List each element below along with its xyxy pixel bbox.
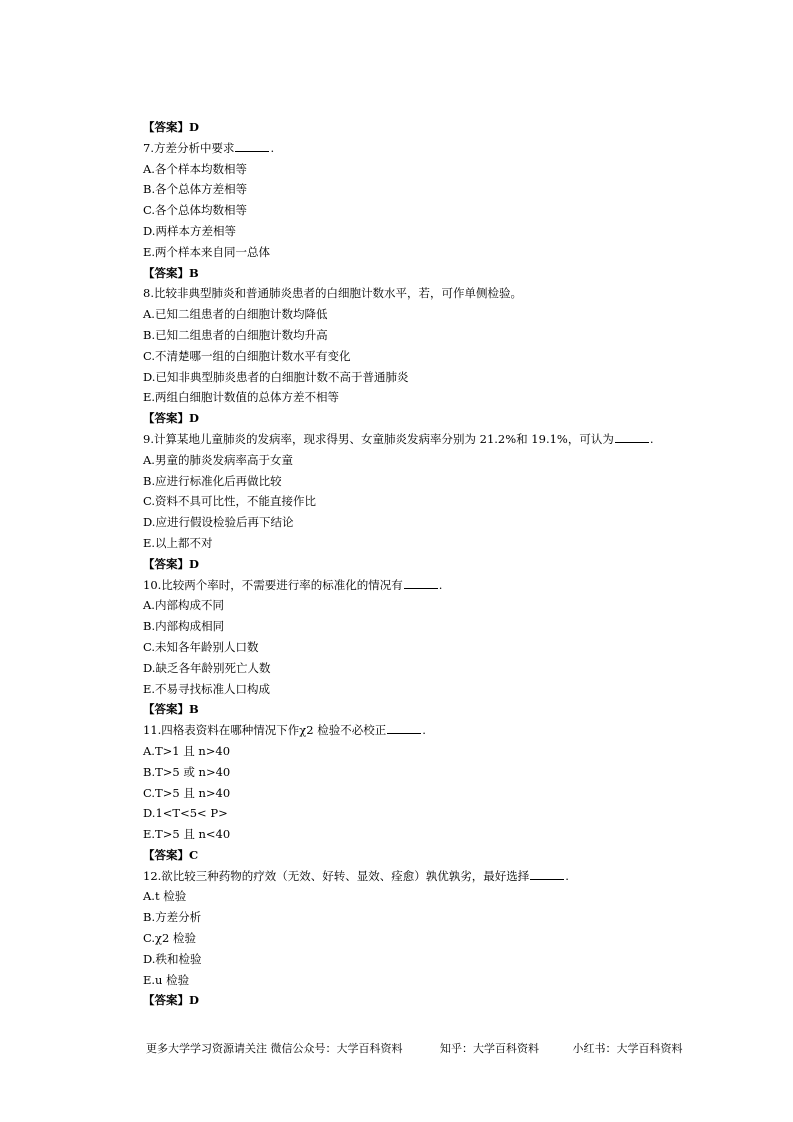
answer-line: [143, 699, 763, 720]
option-text: C.χ2 检验: [143, 931, 196, 946]
question-12: [143, 866, 763, 887]
option-text: E.u 检验: [143, 972, 190, 987]
option-line: [143, 242, 763, 263]
option-line: [143, 616, 763, 637]
option-line: [143, 803, 763, 824]
answer-line: [143, 554, 763, 575]
answer-line: [143, 845, 763, 866]
question-text: 11.四格表资料在哪种情况下作χ2 检验不必校正: [143, 723, 387, 738]
option-line: [143, 886, 763, 907]
option-line: [143, 450, 763, 471]
option-line: [143, 533, 763, 554]
option-line: [143, 200, 763, 221]
option-line: [143, 824, 763, 845]
question-text: 7.方差分析中要求: [143, 140, 235, 155]
page-footer: [146, 1040, 683, 1056]
answer-blank: [387, 721, 421, 734]
answer-text: 【答案】B: [143, 265, 199, 280]
option-text: D.缺乏各年龄别死亡人数: [143, 660, 271, 675]
answer-text: 【答案】B: [143, 702, 199, 717]
footer-wechat: 更多大学学习资源请关注 微信公众号：大学百科资料: [146, 1042, 403, 1055]
option-line: [143, 658, 763, 679]
option-line: [143, 221, 763, 242]
option-line: [143, 762, 763, 783]
option-text: E.两组白细胞计数值的总体方差不相等: [143, 390, 340, 405]
option-line: [143, 367, 763, 388]
option-text: A.t 检验: [143, 889, 187, 904]
option-text: E.T>5 且 n<40: [143, 827, 231, 842]
option-text: B.内部构成相同: [143, 619, 225, 634]
answer-line: [143, 263, 763, 284]
option-line: [143, 637, 763, 658]
option-text: D.1<T<5< P>: [143, 806, 228, 821]
option-text: C.各个总体均数相等: [143, 203, 248, 218]
option-text: C.不清楚哪一组的白细胞计数水平有变化: [143, 348, 351, 363]
option-text: C.未知各年龄别人口数: [143, 639, 259, 654]
answer-text: 【答案】D: [143, 120, 199, 134]
option-text: B.各个总体方差相等: [143, 182, 248, 197]
question-end: .: [270, 140, 275, 155]
question-text: 8.比较非典型肺炎和普通肺炎患者的白细胞计数水平，若，可作单侧检验。: [143, 286, 522, 301]
option-line: [143, 512, 763, 533]
question-text: 9.计算某地儿童肺炎的发病率，现求得男、女童肺炎发病率分别为 21.2%和 19.1%，可认为: [143, 431, 614, 446]
option-line: [143, 159, 763, 180]
question-11: [143, 720, 763, 741]
option-line: [143, 595, 763, 616]
option-line: [143, 783, 763, 804]
option-line: [143, 741, 763, 762]
question-7: [143, 138, 763, 159]
question-text: 12.欲比较三种药物的疗效（无效、好转、显效、痊愈）孰优孰劣，最好选择: [143, 868, 530, 883]
option-text: D.秩和检验: [143, 951, 202, 966]
option-text: B.T>5 或 n>40: [143, 764, 231, 779]
option-text: D.两样本方差相等: [143, 223, 236, 238]
option-text: D.已知非典型肺炎患者的白细胞计数不高于普通肺炎: [143, 369, 409, 384]
option-line: [143, 304, 763, 325]
option-text: A.T>1 且 n>40: [143, 743, 231, 758]
option-line: [143, 346, 763, 367]
footer-zhihu: 知乎：大学百科资料: [440, 1042, 539, 1055]
answer-blank: [615, 430, 649, 443]
option-text: A.内部构成不同: [143, 598, 224, 613]
document-body: [143, 117, 763, 1011]
answer-line: [143, 990, 763, 1011]
question-end: .: [422, 723, 426, 738]
answer-blank: [530, 867, 564, 880]
footer-xiaohongshu: 小红书：大学百科资料: [572, 1042, 683, 1055]
question-9: [143, 429, 763, 450]
question-end: .: [438, 577, 443, 592]
option-text: C.T>5 且 n>40: [143, 785, 231, 800]
question-8: [143, 283, 763, 304]
option-text: D.应进行假设检验后再下结论: [143, 515, 294, 530]
option-line: [143, 179, 763, 200]
option-text: C.资料不具可比性，不能直接作比: [143, 494, 317, 509]
option-text: B.应进行标准化后再做比较: [143, 473, 282, 488]
answer-text: 【答案】D: [143, 556, 199, 571]
option-line: [143, 679, 763, 700]
option-text: A.各个样本均数相等: [143, 161, 247, 176]
answer-text: 【答案】D: [143, 993, 199, 1008]
option-text: E.不易寻找标准人口构成: [143, 681, 271, 696]
option-text: E.两个样本来自同一总体: [143, 244, 271, 259]
option-line: [143, 471, 763, 492]
option-line: [143, 907, 763, 928]
option-text: B.方差分析: [143, 910, 202, 925]
option-text: B.已知二组患者的白细胞计数均升高: [143, 327, 328, 342]
question-10: [143, 575, 763, 596]
option-line: [143, 970, 763, 991]
option-line: [143, 949, 763, 970]
option-text: A.男童的肺炎发病率高于女童: [143, 452, 293, 467]
option-line: [143, 928, 763, 949]
answer-text: 【答案】C: [143, 847, 199, 862]
option-line: [143, 387, 763, 408]
option-line: [143, 325, 763, 346]
answer-blank: [235, 139, 269, 152]
option-line: [143, 491, 763, 512]
answer-line: [143, 117, 763, 138]
option-text: E.以上都不对: [143, 535, 213, 550]
question-end: .: [649, 431, 654, 446]
question-end: .: [565, 868, 569, 883]
answer-blank: [404, 576, 438, 589]
answer-line: [143, 408, 763, 429]
question-text: 10.比较两个率时，不需要进行率的标准化的情况有: [143, 577, 403, 592]
answer-text: 【答案】D: [143, 411, 199, 426]
option-text: A.已知二组患者的白细胞计数均降低: [143, 307, 328, 322]
